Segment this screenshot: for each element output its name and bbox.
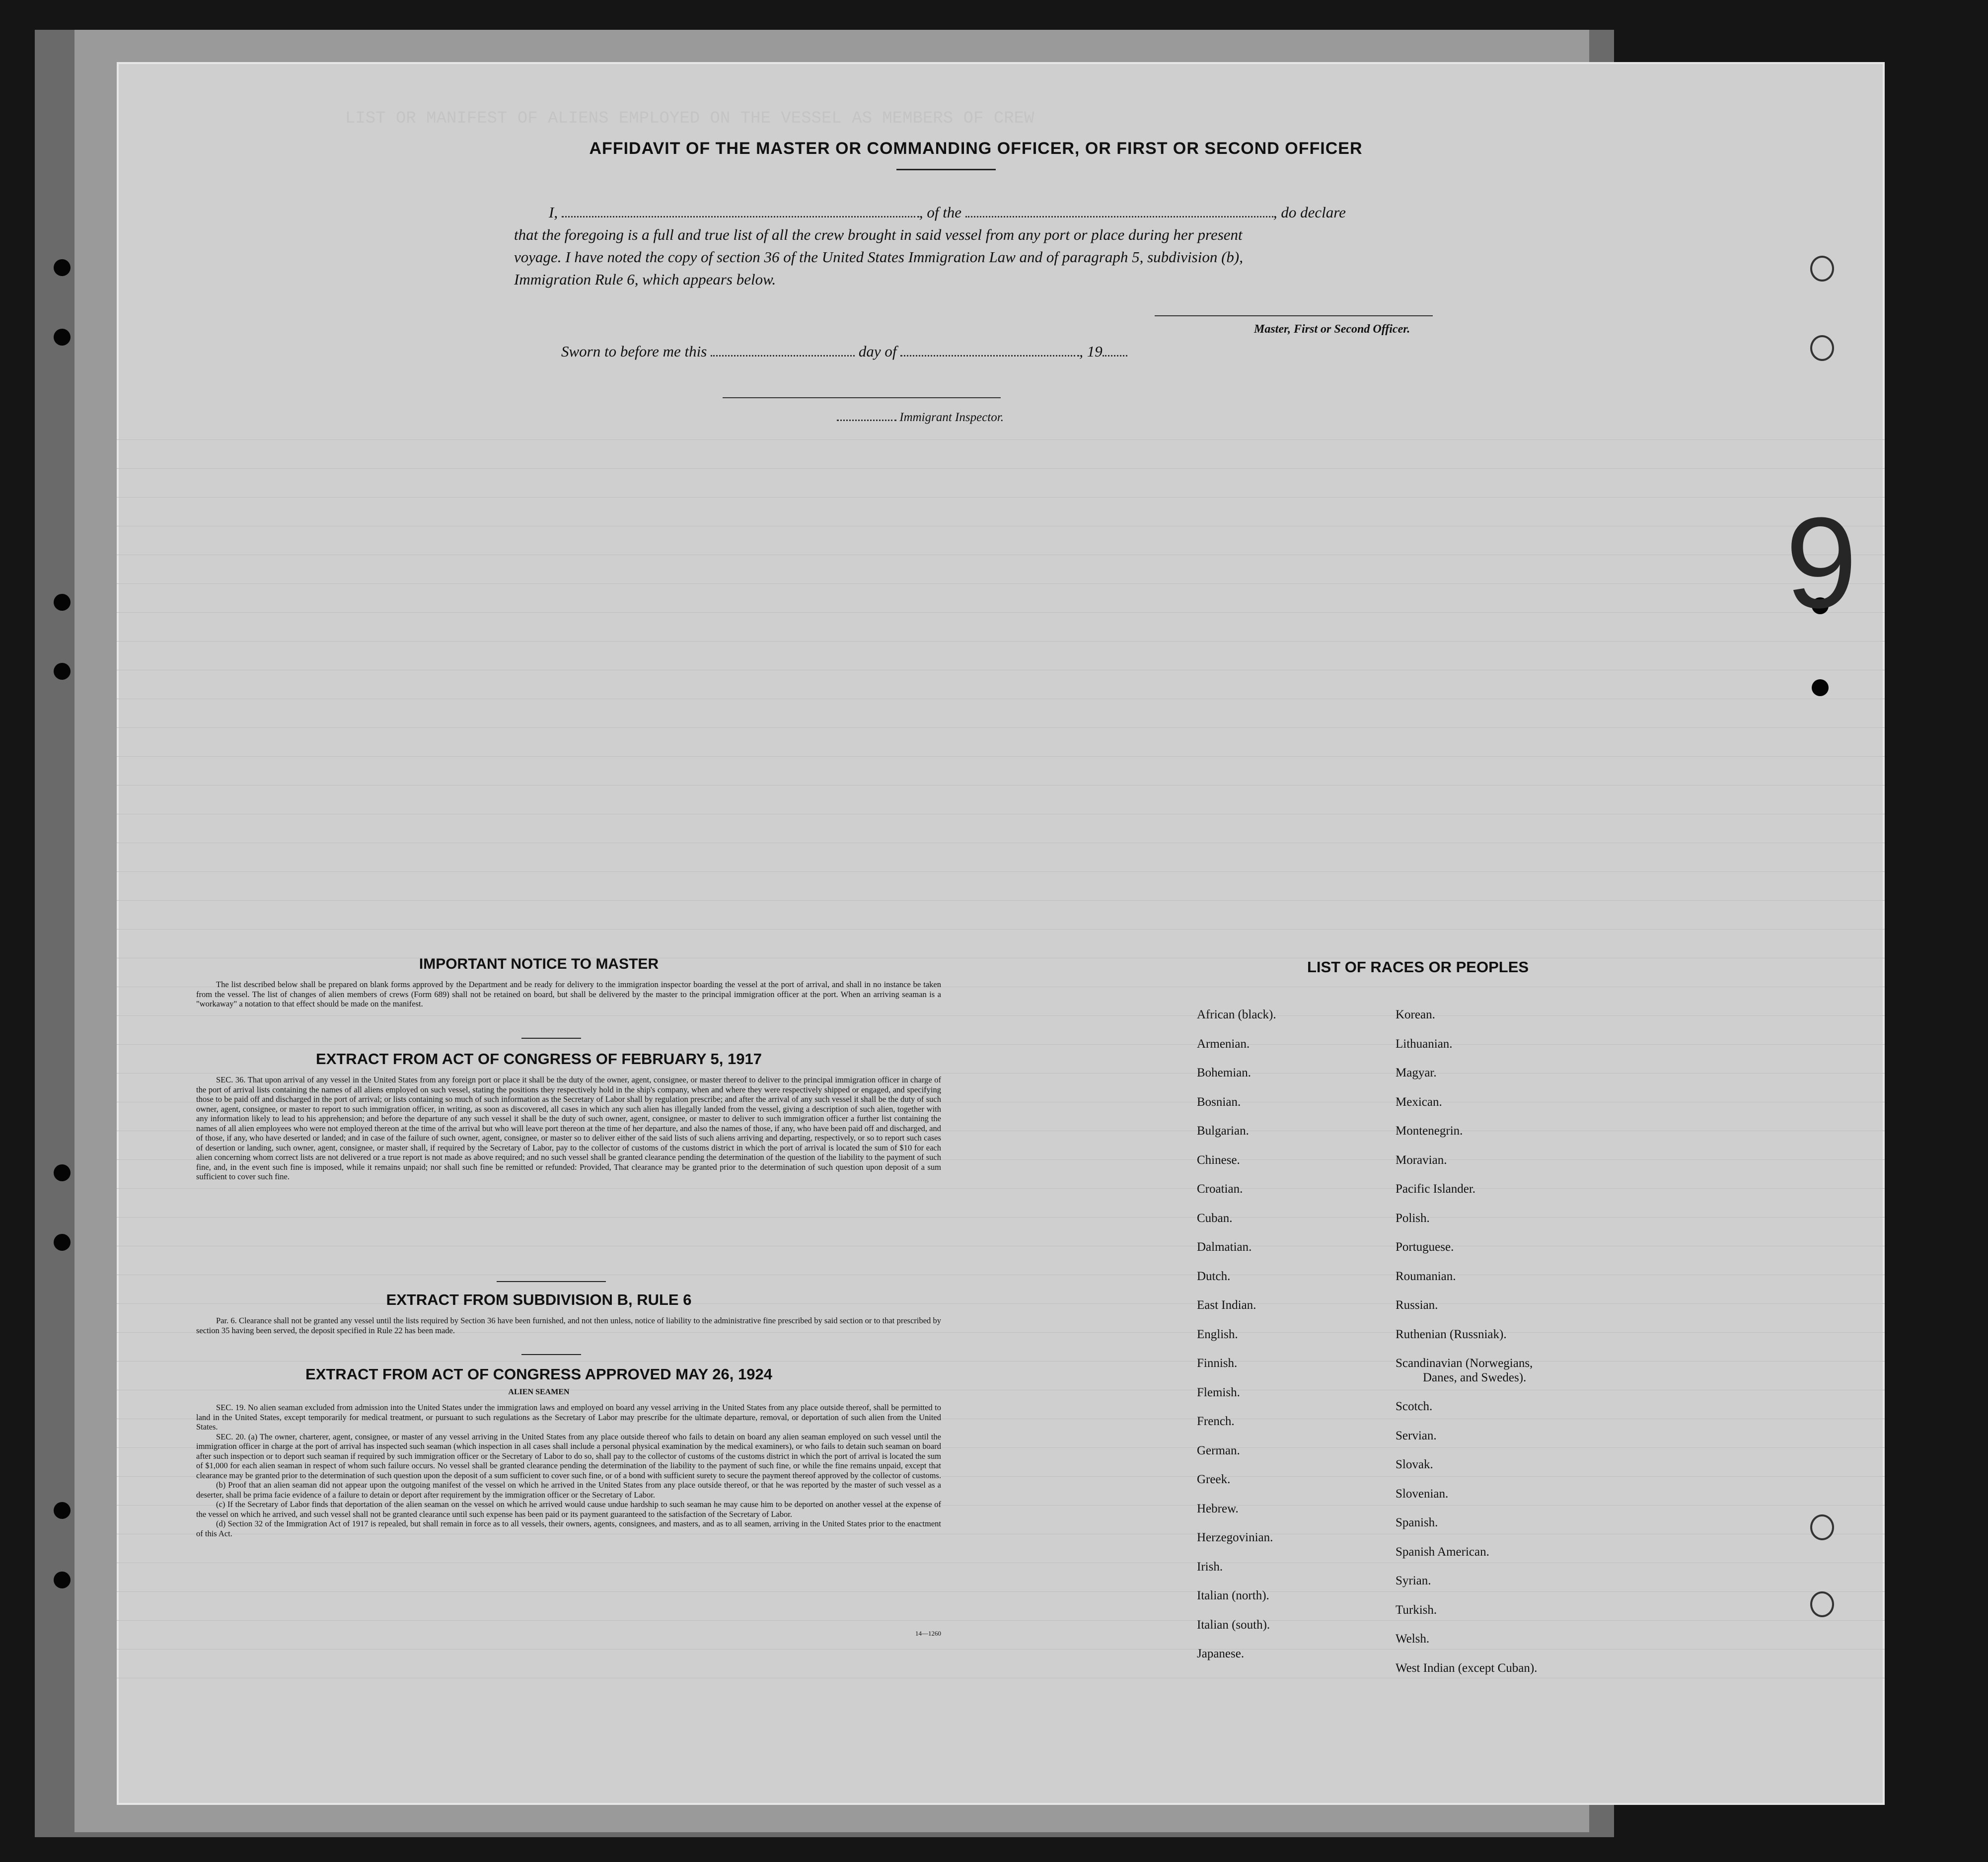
race-item: Russian. [1396, 1298, 1438, 1312]
race-item: Flemish. [1197, 1385, 1240, 1399]
ruled-line [117, 727, 1885, 728]
month-blank [900, 355, 1079, 357]
sworn-line [561, 343, 1127, 360]
affidavit-of-the: , of the [919, 204, 962, 221]
ruled-line [117, 1591, 1885, 1592]
race-item: Italian (north). [1197, 1589, 1269, 1602]
race-item: Hebrew. [1197, 1502, 1239, 1515]
inspector-signature-line [723, 397, 1001, 398]
race-item: African (black). [1197, 1008, 1276, 1021]
race-item: Lithuanian. [1396, 1037, 1453, 1051]
race-item: Roumanian. [1396, 1269, 1456, 1283]
affidavit-declare: , do declare [1273, 204, 1346, 221]
race-item: Syrian. [1396, 1574, 1431, 1587]
sec-20d-paragraph: (d) Section 32 of the Immigration Act of 1917 is repealed, but shall remain in force as to all vessels, their owners, agents, consignees, and masters, and as to all seamen, arriving in the United States prior to the enactment of this Act. [196, 1519, 941, 1538]
race-item: Cuban. [1197, 1211, 1233, 1225]
affidavit-i: I, [549, 204, 558, 221]
affidavit-line2: that the foregoing is a full and true list of all the crew brought in said vessel from any port or place during her present [514, 226, 1243, 243]
race-item: Turkish. [1396, 1603, 1437, 1617]
affidavit-title-rule [896, 169, 996, 170]
notice-text [196, 980, 941, 1009]
binder-hole [54, 1234, 71, 1251]
name-blank [562, 216, 919, 217]
ruled-line [117, 439, 1885, 440]
binder-ring [1810, 1591, 1834, 1617]
race-item: French. [1197, 1415, 1235, 1428]
race-item: Croatian. [1197, 1182, 1243, 1196]
vessel-blank [965, 216, 1273, 217]
ruled-line [117, 497, 1885, 498]
extract-1917-rule [497, 1281, 606, 1282]
ruled-line [117, 929, 1885, 930]
document-page [117, 62, 1885, 1805]
race-item: Mexican. [1396, 1095, 1442, 1109]
affidavit-title: AFFIDAVIT OF THE MASTER OR COMMANDING OFFICER, OR FIRST OR SECOND OFFICER [589, 139, 1363, 158]
race-item: Japanese. [1197, 1647, 1245, 1660]
master-label: Master, First or Second Officer. [1254, 323, 1410, 336]
binder-ring [1810, 1514, 1834, 1540]
sworn-text: Sworn to before me this [561, 343, 707, 360]
ruled-line [117, 900, 1885, 901]
notice-paragraph: The list described below shall be prepared on blank forms approved by the Department and be ready for delivery to the immigration inspector boarding the vessel at the port of arrival, and shall in no instance be taken from the vessel. The list of changes of alien members of crews (Form 689) shall not be retained on board, but shall be delivered by the master to the principal immigration officer at the port. When an arriving seaman is a "workaway" a notation to that effect should be made on the manifest. [196, 980, 941, 1008]
race-item: Irish. [1197, 1560, 1223, 1574]
race-item: Danes, and Swedes). [1423, 1370, 1527, 1384]
race-item: Slovak. [1396, 1458, 1433, 1471]
race-item: Magyar. [1396, 1066, 1437, 1079]
section-36-paragraph: SEC. 36. That upon arrival of any vessel in the United States from any foreign port or place it shall be the duty of the owner, agent, consignee, or master thereof to deliver to the principal immigration officer in charge of the port of arrival lists containing the names of all aliens employed on such vessel, stating the positions they respectively hold in the ship's company, when and where they were respectively shipped or engaged, and specifying those to be paid off and discharged in the port of arrival; or lists containing so much of such information as the Secretary of Labor shall by regulation prescribe; and after the arrival of any such vessel it shall be the duty of such owner, agent, consignee, or master to report to such immigration officer, in writing, as soon as discovered, all cases in which any such alien has illegally landed from the vessel, giving a description of such alien, together with any information likely to lead to his apprehension; and before the departure of any such vessel it shall be the duty of such owner, agent, consignee, or master to deliver to such immigration officer a further list containing the names of all alien employees who were not employed thereon at the time of the arrival but who will leave port thereon at the time of her departure, and also the names of those, if any, who have been paid off and discharged, and of those, if any, who have deserted or landed; and in case of the failure of such owner, agent, consignee, or master so to deliver either of the said lists of such aliens arriving and departing, respectively, or so to report such cases of desertion or landing, such owner, agent, consignee, or master shall, if required by the Secretary of Labor, pay to the collector of customs of the customs district in which the port of arrival is located the sum of $10 for each alien concerning whom correct lists are not delivered or a true report is not made as above required; and no such vessel shall be granted clearance pending the determination of the question of the liability to the payment of such fine, and, in the event such fine is imposed, while it remains unpaid; nor shall such fine be remitted or refunded: Provided, That clearance may be granted prior to the determination of such question upon deposit of a sum sufficient to cover such fine. [196, 1075, 941, 1181]
race-item: Spanish American. [1396, 1545, 1489, 1559]
extract-1917-text [196, 1075, 941, 1182]
binder-hole [54, 663, 71, 680]
race-item: Chinese. [1197, 1153, 1240, 1167]
affidavit-line4: Immigration Rule 6, which appears below. [514, 271, 776, 288]
binder-hole [54, 259, 71, 276]
ruled-line [117, 468, 1885, 469]
binder-hole [54, 329, 71, 346]
extract-1924-title: EXTRACT FROM ACT OF CONGRESS APPROVED MAY 26, 1924 [305, 1365, 772, 1383]
race-item: Montenegrin. [1396, 1124, 1463, 1138]
ruled-line [117, 1620, 1885, 1621]
alien-seamen-subtitle: ALIEN SEAMEN [508, 1388, 570, 1396]
race-item: Pacific Islander. [1396, 1182, 1476, 1196]
sec-19-paragraph: SEC. 19. No alien seaman excluded from admission into the United States under the immigration laws and employed on board any vessel arriving in the United States from any place outside thereof, shall be permitted to land in the United States, except temporarily for medical treatment, or pursuant to such regulations as the Secretary of Labor may prescribe for the ultimate departure, removal, or deportation of such alien from the United States. [196, 1403, 941, 1432]
binder-ring [1810, 335, 1834, 361]
race-item: Scandinavian (Norwegians, [1396, 1357, 1533, 1370]
inspector-blank [837, 420, 896, 421]
ruled-line [117, 1015, 1885, 1016]
binder-hole [1812, 679, 1829, 696]
inspector-line [837, 411, 1004, 425]
master-signature-line [1155, 315, 1433, 316]
race-item: Greek. [1197, 1473, 1231, 1486]
race-item: East Indian. [1197, 1298, 1256, 1312]
race-item: Welsh. [1396, 1632, 1430, 1646]
form-number: 14—1260 [915, 1630, 941, 1637]
race-item: Ruthenian (Russniak). [1396, 1327, 1507, 1341]
ruled-line [117, 1073, 1885, 1074]
ruled-line [117, 756, 1885, 757]
race-item: Moravian. [1396, 1153, 1447, 1167]
races-title: LIST OF RACES OR PEOPLES [1307, 958, 1529, 976]
race-item: Armenian. [1197, 1037, 1250, 1051]
sec-20c-paragraph: (c) If the Secretary of Labor finds that deportation of the alien seaman on the vessel on which he arrived would cause undue hardship to such seaman he may cause him to be deported on another vessel at the expense of the vessel on which he arrived, and such vessel shall not be granted clearance until such expense has been paid or its payment guaranteed to the satisfaction of the Secretary of Labor. [196, 1500, 941, 1519]
binder-hole [54, 594, 71, 611]
extract-1917-title: EXTRACT FROM ACT OF CONGRESS OF FEBRUARY 5, 1917 [316, 1050, 762, 1068]
bleed-through-text: LIST OR MANIFEST OF ALIENS EMPLOYED ON THE VESSEL AS MEMBERS OF CREW [345, 109, 1034, 128]
sec-20a-paragraph: SEC. 20. (a) The owner, charterer, agent, consignee, or master of any vessel arriving in the United States from any place outside thereof who fails to detain on board any alien seaman employed on such vessel until the immigration officer in charge at the port of arrival has inspected such seaman (which inspection in all cases shall include a personal physical examination by the medical examiners), or who fails to detain such seaman on board after such inspection or to deport such seaman if required by such immigration officer or the Secretary of Labor to do so, shall pay to the collector of customs of the customs district in which the port of arrival is located the sum of $1,000 for each alien seaman in respect of whom such failure occurs. No vessel shall be granted clearance pending the determination of the liability to the payment of such fine, or while the fine remains unpaid, except that clearance may be granted prior to the determination of such question upon the deposit of a sum sufficient to cover such fine, or of a bond with sufficient surety to secure the payment thereof approved by the collector of customs. [196, 1432, 941, 1480]
race-item: Bohemian. [1197, 1066, 1252, 1079]
extract-rule6-text [196, 1316, 941, 1335]
extract-rule6-title: EXTRACT FROM SUBDIVISION B, RULE 6 [386, 1291, 692, 1308]
extract-1924-text [196, 1403, 941, 1538]
race-item: Scotch. [1396, 1400, 1433, 1413]
race-item: Bulgarian. [1197, 1124, 1249, 1138]
race-item: Portuguese. [1396, 1240, 1454, 1254]
race-item: Italian (south). [1197, 1618, 1270, 1632]
extract-rule6-rule [521, 1354, 581, 1355]
ruled-line [117, 641, 1885, 642]
sec-20b-paragraph: (b) Proof that an alien seaman did not appear upon the outgoing manifest of the vessel on which he arrived in the United States from any place outside thereof, or that he was reported by the master of such vessel as a deserter, shall be prima facie evidence of a failure to detain or deport after requirement by the immigration officer or the Secretary of Labor. [196, 1480, 941, 1500]
ruled-line [117, 871, 1885, 872]
ruled-line [117, 1188, 1885, 1189]
rule6-paragraph: Par. 6. Clearance shall not be granted any vessel until the lists required by Section 36 have been furnished, and not then unless, notice of liability to the administrative fine prescribed by said section or to that prescribed by section 35 having been served, the deposit specified in Rule 22 has been made. [196, 1316, 941, 1335]
notice-title: IMPORTANT NOTICE TO MASTER [419, 956, 659, 972]
affidavit-line1 [549, 204, 1346, 221]
race-item: Dalmatian. [1197, 1240, 1252, 1254]
race-item: Herzegovinian. [1197, 1531, 1273, 1544]
binder-hole [54, 1502, 71, 1519]
year-blank [1103, 355, 1127, 357]
ruled-line [117, 612, 1885, 613]
binder-hole [54, 1572, 71, 1588]
race-item: Polish. [1396, 1211, 1430, 1225]
ruled-line [117, 1044, 1885, 1045]
binder-ring [1810, 256, 1834, 282]
handwritten-mark: 9 [1785, 491, 1857, 635]
day-blank [711, 355, 855, 357]
race-item: English. [1197, 1327, 1238, 1341]
ruled-line [117, 785, 1885, 786]
year-text: , 19 [1079, 343, 1103, 360]
notice-rule [521, 1038, 581, 1039]
ruled-line [117, 583, 1885, 584]
day-of-text: day of [858, 343, 897, 360]
race-item: Finnish. [1197, 1357, 1238, 1370]
race-item: Slovenian. [1396, 1487, 1449, 1501]
binder-hole [54, 1164, 71, 1181]
affidavit-line3: voyage. I have noted the copy of section 36 of the United States Immigration Law and of paragraph 5, subdivision (b), [514, 248, 1243, 266]
race-item: Bosnian. [1197, 1095, 1241, 1109]
race-item: Korean. [1396, 1008, 1435, 1021]
inspector-label: Immigrant Inspector. [899, 411, 1004, 424]
race-item: Spanish. [1396, 1516, 1438, 1529]
race-item: Dutch. [1197, 1269, 1231, 1283]
race-item: Servian. [1396, 1429, 1437, 1442]
race-item: German. [1197, 1443, 1240, 1457]
race-item: West Indian (except Cuban). [1396, 1661, 1538, 1675]
